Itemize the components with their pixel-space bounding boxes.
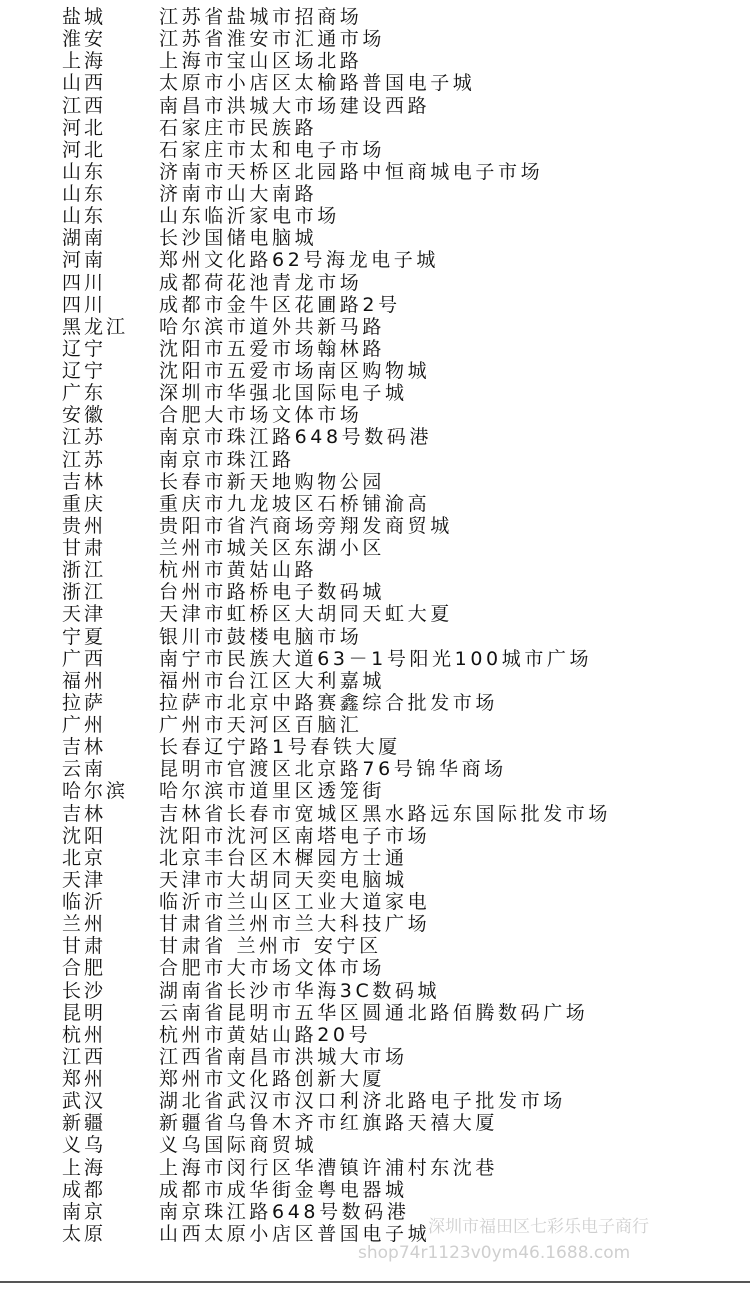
list-item — [0, 714, 750, 736]
market-address: 北京丰台区木樨园方士通 — [159, 846, 408, 869]
market-address: 临沂市兰山区工业大道家电 — [159, 891, 431, 913]
list-item — [0, 670, 750, 692]
region-name: 湖南 — [62, 227, 107, 250]
region-name: 淮安 — [62, 28, 107, 51]
region-name: 成都 — [62, 1178, 107, 1201]
market-address: 湖北省武汉市汉口利济北路电子批发市场 — [159, 1090, 566, 1113]
list-item — [0, 95, 750, 117]
list-item — [0, 6, 750, 28]
region-name: 浙江 — [62, 581, 107, 604]
market-address: 兰州市城关区东湖小区 — [159, 537, 386, 559]
list-item — [0, 1068, 750, 1090]
region-name: 安徽 — [62, 404, 107, 427]
market-address: 合肥市大市场文体市场 — [159, 957, 386, 980]
market-address: 云南省昆明市五华区圆通北路佰腾数码广场 — [159, 1001, 589, 1024]
list-item — [0, 581, 750, 603]
market-address: 长春市新天地购物公园 — [159, 470, 386, 493]
list-item — [0, 161, 750, 183]
list-item — [0, 493, 750, 515]
region-name: 河北 — [62, 116, 107, 139]
market-address: 郑州文化路62号海龙电子城 — [159, 249, 439, 272]
market-address: 天津市大胡同天奕电脑城 — [159, 868, 408, 891]
market-address: 合肥大市场文体市场 — [159, 404, 363, 427]
list-item — [0, 426, 750, 448]
market-address: 南京珠江路648号数码港 — [159, 1200, 410, 1223]
list-item — [0, 1046, 750, 1068]
market-address: 深圳市华强北国际电子城 — [159, 382, 408, 405]
market-address: 吉林省长春市宽城区黑水路远东国际批发市场 — [159, 802, 612, 825]
list-item — [0, 980, 750, 1002]
market-address: 湖南省长沙市华海3C数码城 — [159, 979, 441, 1002]
list-item — [0, 1179, 750, 1201]
region-name: 吉林 — [62, 470, 107, 493]
list-item — [0, 382, 750, 404]
list-item — [0, 1024, 750, 1046]
market-address: 昆明市官渡区北京路76号锦华商场 — [159, 758, 507, 781]
market-address: 天津市虹桥区大胡同天虹大夏 — [159, 603, 453, 626]
watermark-shop-name: 深圳市福田区七彩乐电子商行 — [428, 1217, 649, 1237]
region-name: 拉萨 — [62, 691, 107, 714]
region-name: 武汉 — [62, 1090, 107, 1113]
list-item — [0, 139, 750, 161]
market-address: 重庆市九龙坡区石桥铺渝高 — [159, 492, 431, 515]
list-item — [0, 183, 750, 205]
market-address: 甘肃省 兰州市 安宁区 — [159, 935, 382, 958]
list-item — [0, 515, 750, 537]
market-address-list — [0, 6, 750, 1245]
list-item — [0, 648, 750, 670]
bottom-divider — [0, 1281, 750, 1283]
list-item — [0, 1223, 750, 1245]
region-name: 吉林 — [62, 802, 107, 825]
region-name: 宁夏 — [62, 625, 107, 648]
market-address: 南京市珠江路 — [159, 448, 295, 471]
list-item — [0, 891, 750, 913]
region-name: 甘肃 — [62, 537, 107, 559]
market-address: 石家庄市太和电子市场 — [159, 138, 386, 161]
region-name: 河北 — [62, 138, 107, 161]
list-item — [0, 736, 750, 758]
list-item — [0, 1112, 750, 1134]
region-name: 义乌 — [62, 1134, 107, 1157]
market-address: 银川市鼓楼电脑市场 — [159, 625, 363, 648]
region-name: 江苏 — [62, 426, 107, 449]
market-address: 山西太原小店区普国电子城 — [159, 1222, 431, 1245]
region-name: 山东 — [62, 160, 107, 183]
list-item — [0, 935, 750, 957]
market-address: 长沙国储电脑城 — [159, 227, 318, 250]
market-address: 杭州市黄姑山路 — [159, 559, 318, 582]
region-name: 吉林 — [62, 736, 107, 759]
list-item — [0, 847, 750, 869]
list-item — [0, 404, 750, 426]
list-item — [0, 360, 750, 382]
region-name: 河南 — [62, 249, 107, 272]
list-item — [0, 1201, 750, 1223]
list-item — [0, 1090, 750, 1112]
market-address: 济南市天桥区北园路中恒商城电子市场 — [159, 160, 544, 183]
region-name: 哈尔滨 — [62, 780, 129, 803]
region-name: 南京 — [62, 1200, 107, 1223]
list-item — [0, 227, 750, 249]
market-address: 义乌国际商贸城 — [159, 1134, 318, 1157]
region-name: 上海 — [62, 50, 107, 73]
list-item — [0, 780, 750, 802]
region-name: 浙江 — [62, 559, 107, 582]
region-name: 山东 — [62, 183, 107, 205]
market-address: 沈阳市五爱市场南区购物城 — [159, 360, 431, 382]
list-item — [0, 603, 750, 625]
region-name: 云南 — [62, 758, 107, 781]
list-item — [0, 1134, 750, 1156]
market-address: 成都市金牛区花圃路2号 — [159, 293, 401, 316]
market-address: 拉萨市北京中路赛鑫综合批发市场 — [159, 691, 499, 714]
region-name: 杭州 — [62, 1023, 107, 1046]
watermark-shop-url: shop74r1123v0ym46.1688.com — [358, 1243, 631, 1263]
region-name: 四川 — [62, 293, 107, 316]
list-item — [0, 449, 750, 471]
list-item — [0, 913, 750, 935]
region-name: 新疆 — [62, 1112, 107, 1135]
market-address: 上海市宝山区场北路 — [159, 50, 363, 73]
market-address: 杭州市黄姑山路20号 — [159, 1023, 372, 1046]
market-address: 成都市成华街金粤电器城 — [159, 1178, 408, 1201]
region-name: 四川 — [62, 271, 107, 294]
market-address: 太原市小店区太榆路普国电子城 — [159, 72, 476, 95]
list-item — [0, 803, 750, 825]
list-item — [0, 471, 750, 493]
region-name: 临沂 — [62, 891, 107, 913]
market-address: 上海市闵行区华漕镇许浦村东沈巷 — [159, 1156, 499, 1179]
region-name: 广西 — [62, 647, 107, 670]
region-name: 广州 — [62, 714, 107, 736]
region-name: 昆明 — [62, 1001, 107, 1024]
market-address: 江苏省盐城市招商场 — [159, 6, 363, 28]
market-address: 福州市台江区大利嘉城 — [159, 669, 386, 692]
market-address: 南宁市民族大道63－1号阳光100城市广场 — [159, 647, 593, 670]
market-address: 南京市珠江路648号数码港 — [159, 426, 433, 449]
list-item — [0, 1157, 750, 1179]
region-name: 江西 — [62, 1045, 107, 1068]
region-name: 郑州 — [62, 1068, 107, 1090]
region-name: 辽宁 — [62, 337, 107, 360]
list-item — [0, 825, 750, 847]
market-address: 郑州市文化路创新大厦 — [159, 1068, 386, 1090]
list-item — [0, 537, 750, 559]
list-item — [0, 692, 750, 714]
region-name: 天津 — [62, 868, 107, 891]
list-item — [0, 294, 750, 316]
list-item — [0, 117, 750, 139]
list-item — [0, 559, 750, 581]
market-address: 成都荷花池青龙市场 — [159, 271, 363, 294]
market-address: 广州市天河区百脑汇 — [159, 714, 363, 736]
market-address: 南昌市洪城大市场建设西路 — [159, 94, 431, 117]
list-item — [0, 758, 750, 780]
market-address: 贵阳市省汽商场旁翔发商贸城 — [159, 514, 453, 537]
list-item — [0, 72, 750, 94]
market-address: 甘肃省兰州市兰大科技广场 — [159, 913, 431, 936]
region-name: 太原 — [62, 1222, 107, 1245]
region-name: 合肥 — [62, 957, 107, 980]
market-address: 石家庄市民族路 — [159, 116, 318, 139]
region-name: 盐城 — [62, 6, 107, 28]
market-address: 山东临沂家电市场 — [159, 205, 340, 228]
market-address: 台州市路桥电子数码城 — [159, 581, 386, 604]
market-address: 长春辽宁路1号春铁大厦 — [159, 736, 401, 759]
market-address: 沈阳市五爱市场翰林路 — [159, 337, 386, 360]
market-address: 江西省南昌市洪城大市场 — [159, 1045, 408, 1068]
list-item — [0, 28, 750, 50]
region-name: 江苏 — [62, 448, 107, 471]
list-item — [0, 338, 750, 360]
list-item — [0, 272, 750, 294]
list-item — [0, 316, 750, 338]
market-address: 哈尔滨市道里区透笼街 — [159, 780, 386, 803]
region-name: 天津 — [62, 603, 107, 626]
region-name: 辽宁 — [62, 360, 107, 382]
region-name: 上海 — [62, 1156, 107, 1179]
market-address: 新疆省乌鲁木齐市红旗路天禧大厦 — [159, 1112, 499, 1135]
market-address: 沈阳市沈河区南塔电子市场 — [159, 824, 431, 847]
region-name: 江西 — [62, 94, 107, 117]
region-name: 广东 — [62, 382, 107, 405]
list-item — [0, 50, 750, 72]
list-item — [0, 1002, 750, 1024]
region-name: 沈阳 — [62, 824, 107, 847]
region-name: 山西 — [62, 72, 107, 95]
region-name: 山东 — [62, 205, 107, 228]
region-name: 甘肃 — [62, 935, 107, 958]
region-name: 长沙 — [62, 979, 107, 1002]
list-item — [0, 869, 750, 891]
list-item — [0, 249, 750, 271]
region-name: 贵州 — [62, 514, 107, 537]
list-item — [0, 626, 750, 648]
list-item — [0, 205, 750, 227]
market-address: 济南市山大南路 — [159, 183, 318, 205]
region-name: 重庆 — [62, 492, 107, 515]
region-name: 兰州 — [62, 913, 107, 936]
list-item — [0, 957, 750, 979]
market-address: 哈尔滨市道外共新马路 — [159, 315, 386, 338]
region-name: 北京 — [62, 846, 107, 869]
region-name: 黑龙江 — [62, 315, 129, 338]
region-name: 福州 — [62, 669, 107, 692]
market-address: 江苏省淮安市汇通市场 — [159, 28, 386, 51]
